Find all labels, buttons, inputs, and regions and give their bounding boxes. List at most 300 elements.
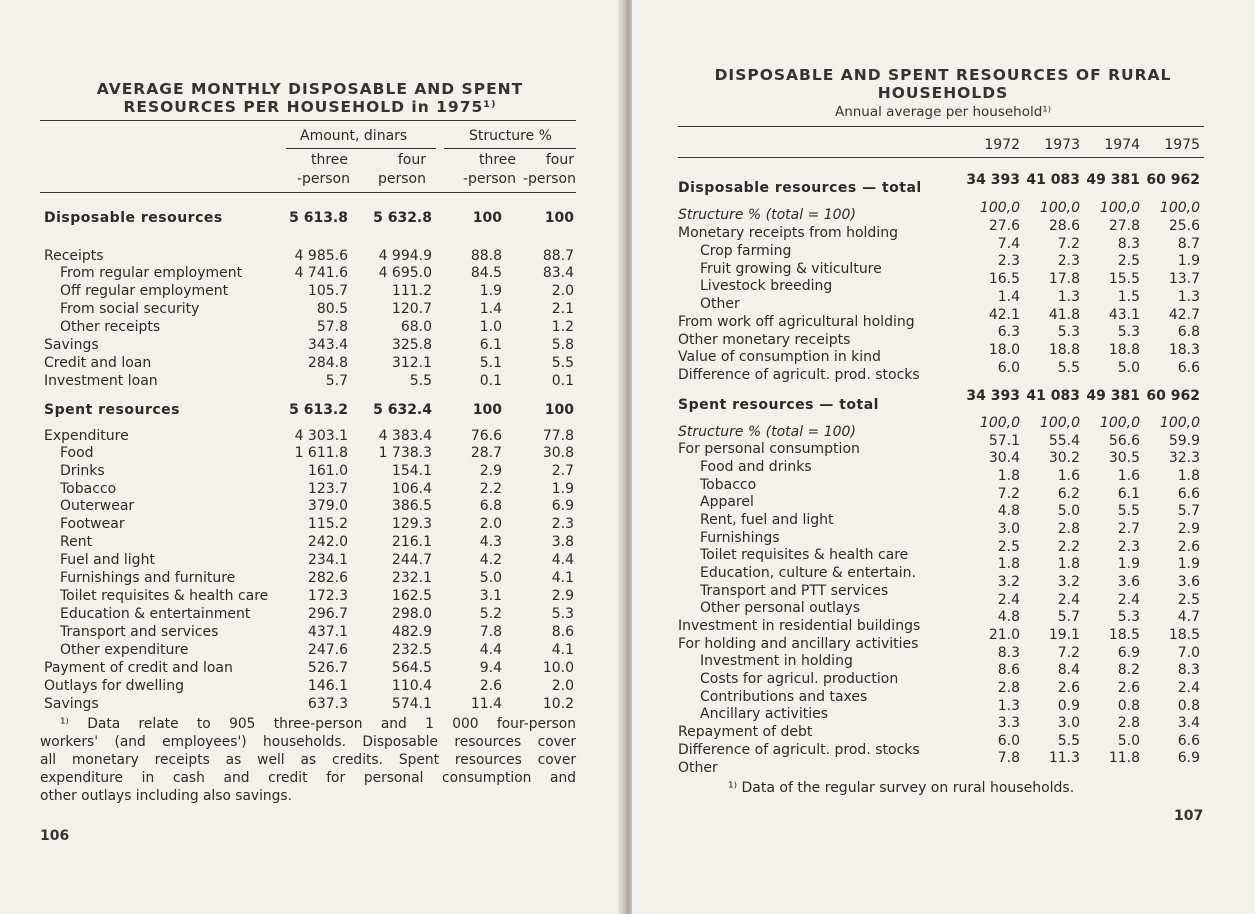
left-row-value: 5.5 [409, 373, 432, 389]
left-row-value: 129.3 [391, 516, 432, 532]
left-row-value: 120.7 [391, 301, 432, 317]
right-row-value: 6.0 [997, 733, 1020, 749]
right-row-value: 6.9 [1177, 750, 1200, 766]
left-row-value: 5.0 [479, 570, 502, 586]
right-row-value: 34 393 [966, 388, 1020, 404]
left-row-value: 4.3 [479, 534, 502, 550]
left-row-value: 68.0 [400, 319, 432, 335]
left-row-label: Food [60, 445, 94, 461]
left-row-value: 2.2 [479, 481, 502, 497]
left-row-label: Rent [60, 534, 93, 550]
right-row-value: 3.0 [1057, 715, 1080, 731]
right-row-value: 0.8 [1117, 698, 1140, 714]
right-row-value: 100,0 [979, 200, 1020, 216]
left-row-value: 2.9 [479, 463, 502, 479]
right-row-value: 17.8 [1048, 271, 1080, 287]
left-row-value: 244.7 [391, 552, 432, 568]
left-row-value: 5.5 [551, 355, 574, 371]
right-row-value: 43.1 [1108, 307, 1140, 323]
right-row-label: Other [678, 760, 718, 776]
right-row-value: 5.5 [1117, 503, 1140, 519]
left-row-label: Credit and loan [44, 355, 152, 371]
right-row-value: 2.6 [1057, 680, 1080, 696]
right-row-value: 30.2 [1048, 450, 1080, 466]
right-row-value: 57.1 [988, 433, 1020, 449]
right-row-label: Difference of agricult. prod. stocks [678, 742, 920, 758]
left-row-value: 28.7 [470, 445, 502, 461]
right-row-value: 6.3 [997, 324, 1020, 340]
right-row-label: Other [700, 296, 740, 312]
right-row-value: 100,0 [979, 415, 1020, 431]
right-row-value: 2.5 [1117, 253, 1140, 269]
col-person4-structure: -person [522, 171, 576, 187]
right-subtitle: Annual average per household¹⁾ [834, 104, 1052, 120]
left-row-label: Outerwear [60, 498, 135, 514]
right-row-value: 1.8 [1057, 556, 1080, 572]
right-page-number: 107 [1174, 808, 1204, 824]
right-row-value: 41.8 [1048, 307, 1080, 323]
left-row-value: 6.1 [479, 337, 502, 353]
right-row-value: 100,0 [1159, 415, 1200, 431]
right-row-label: Fruit growing & viticulture [700, 261, 882, 277]
left-row-label: Off regular employment [60, 283, 229, 299]
right-row-value: 0.8 [1177, 698, 1200, 714]
left-row-value: 2.1 [551, 301, 574, 317]
left-row-value: 4.2 [479, 552, 502, 568]
left-row-value: 379.0 [307, 498, 348, 514]
right-row-value: 11.8 [1108, 750, 1140, 766]
right-row-label: Spent resources — total [678, 397, 879, 413]
left-row-value: 154.1 [391, 463, 432, 479]
right-row-value: 2.3 [1117, 539, 1140, 555]
left-title-line2: RESOURCES PER HOUSEHOLD in 1975¹⁾ [123, 98, 497, 116]
col-four-amount: four [397, 152, 426, 168]
left-row-value: 5 613.2 [289, 402, 348, 418]
right-title-line1: DISPOSABLE AND SPENT RESOURCES OF RURAL [714, 66, 1172, 84]
left-row-label: Toilet requisites & health care [60, 588, 269, 604]
right-row-label: Tobacco [700, 477, 757, 493]
right-year-1974: 1974 [1104, 137, 1140, 153]
left-row-value: 146.1 [307, 678, 348, 694]
header-structure: Structure % [469, 128, 552, 144]
right-row-value: 2.6 [1117, 680, 1140, 696]
right-row-value: 2.8 [997, 680, 1020, 696]
left-row-label: Drinks [60, 463, 105, 479]
right-row-value: 2.5 [1177, 592, 1200, 608]
right-row-value: 2.4 [997, 592, 1020, 608]
right-row-label: Food and drinks [700, 459, 812, 475]
left-row-value: 282.6 [307, 570, 348, 586]
right-row-value: 1.3 [997, 698, 1020, 714]
left-row-value: 5 632.8 [373, 210, 432, 226]
right-year-1975: 1975 [1164, 137, 1200, 153]
right-row-value: 49 381 [1086, 388, 1140, 404]
right-row-value: 100,0 [1039, 200, 1080, 216]
left-row-value: 4 303.1 [294, 428, 348, 444]
right-row-value: 55.4 [1048, 433, 1080, 449]
right-row-value: 5.7 [1057, 609, 1080, 625]
right-row-value: 2.5 [997, 539, 1020, 555]
right-row-label: Furnishings [700, 530, 780, 546]
right-row-label: Monetary receipts from holding [678, 225, 898, 241]
right-row-label: Ancillary activities [700, 706, 829, 722]
right-row-value: 1.6 [1117, 468, 1140, 484]
left-row-label: Other expenditure [60, 642, 189, 658]
right-row-value: 8.4 [1057, 662, 1080, 678]
left-row-value: 325.8 [391, 337, 432, 353]
right-row-value: 18.0 [988, 342, 1020, 358]
right-row-value: 100,0 [1099, 200, 1140, 216]
right-header-rule [678, 157, 1204, 158]
left-page-number: 106 [40, 828, 70, 844]
left-header-rule [40, 192, 576, 193]
left-row-value: 437.1 [307, 624, 348, 640]
right-row-label: For personal consumption [678, 441, 860, 457]
left-row-value: 2.0 [551, 678, 574, 694]
right-row-value: 2.3 [1057, 253, 1080, 269]
right-year-1972: 1972 [984, 137, 1020, 153]
right-title-line2: HOUSEHOLDS [877, 84, 1009, 102]
left-row-value: 0.1 [479, 373, 502, 389]
left-row-value: 1 738.3 [378, 445, 432, 461]
right-row-value: 4.7 [1177, 609, 1200, 625]
left-row-value: 242.0 [307, 534, 348, 550]
left-row-value: 77.8 [542, 428, 574, 444]
header-amount: Amount, dinars [300, 128, 408, 144]
left-footnote-line: workers' (and employees') households. Disposable resources cover [40, 734, 576, 750]
right-row-label: For holding and ancillary activities [678, 636, 919, 652]
right-row-value: 18.5 [1108, 627, 1140, 643]
left-row-value: 296.7 [307, 606, 348, 622]
right-row-value: 3.2 [997, 574, 1020, 590]
left-row-value: 10.0 [542, 660, 574, 676]
left-row-value: 162.5 [391, 588, 432, 604]
right-row-value: 27.6 [988, 218, 1020, 234]
right-row-label: Repayment of debt [678, 724, 813, 740]
left-row-value: 4 383.4 [378, 428, 432, 444]
left-row-value: 4 985.6 [294, 248, 348, 264]
right-row-value: 4.8 [997, 609, 1020, 625]
col-three-amount: three [310, 152, 348, 168]
left-row-value: 312.1 [391, 355, 432, 371]
right-row-value: 2.8 [1117, 715, 1140, 731]
right-year-1973: 1973 [1044, 137, 1080, 153]
left-row-label: Spent resources [44, 402, 180, 418]
left-row-value: 172.3 [307, 588, 348, 604]
right-row-value: 2.6 [1177, 539, 1200, 555]
left-footnote-line: expenditure in cash and credit for personal consumption and [40, 770, 576, 786]
left-row-value: 1.9 [479, 283, 502, 299]
left-row-value: 0.1 [551, 373, 574, 389]
right-row-value: 6.6 [1177, 486, 1200, 502]
left-row-label: Receipts [44, 248, 104, 264]
left-row-value: 2.0 [551, 283, 574, 299]
col-four-structure: four [545, 152, 574, 168]
left-row-value: 4.1 [551, 642, 574, 658]
left-row-value: 7.8 [479, 624, 502, 640]
right-row-value: 1.9 [1177, 556, 1200, 572]
left-row-value: 6.8 [479, 498, 502, 514]
left-row-value: 8.6 [551, 624, 574, 640]
left-row-value: 88.7 [542, 248, 574, 264]
left-row-value: 110.4 [391, 678, 432, 694]
right-row-label: Livestock breeding [700, 278, 833, 294]
right-row-value: 7.8 [997, 750, 1020, 766]
right-row-value: 3.6 [1177, 574, 1200, 590]
right-row-value: 5.5 [1057, 733, 1080, 749]
left-row-value: 234.1 [307, 552, 348, 568]
right-footnote: ¹⁾ Data of the regular survey on rural households. [728, 780, 1075, 796]
right-row-value: 2.2 [1057, 539, 1080, 555]
right-row-value: 1.8 [1177, 468, 1200, 484]
left-row-value: 105.7 [307, 283, 348, 299]
left-row-value: 6.9 [551, 498, 574, 514]
right-row-value: 5.5 [1057, 360, 1080, 376]
right-row-value: 5.0 [1117, 733, 1140, 749]
right-row-value: 41 083 [1026, 388, 1080, 404]
right-row-value: 3.3 [997, 715, 1020, 731]
left-row-value: 11.4 [470, 696, 502, 712]
left-row-value: 232.5 [391, 642, 432, 658]
right-row-value: 56.6 [1108, 433, 1140, 449]
right-row-value: 2.4 [1177, 680, 1200, 696]
right-row-label: Investment in holding [700, 653, 853, 669]
left-row-value: 343.4 [307, 337, 348, 353]
left-footnote-line: ¹⁾ Data relate to 905 three-person and 1 000 four-person [60, 716, 576, 732]
right-row-value: 42.7 [1168, 307, 1200, 323]
left-row-label: Expenditure [44, 428, 129, 444]
right-row-value: 5.0 [1117, 360, 1140, 376]
right-row-label: Difference of agricult. prod. stocks [678, 367, 920, 383]
left-row-label: Savings [44, 696, 99, 712]
right-row-value: 7.0 [1177, 645, 1200, 661]
left-page [0, 0, 622, 914]
left-row-value: 5.8 [551, 337, 574, 353]
right-row-value: 6.2 [1057, 486, 1080, 502]
right-row-value: 2.4 [1057, 592, 1080, 608]
right-row-value: 32.3 [1168, 450, 1200, 466]
structure-rule [444, 148, 576, 149]
left-row-value: 5.7 [325, 373, 348, 389]
right-row-label: Other monetary receipts [678, 332, 851, 348]
left-row-value: 247.6 [307, 642, 348, 658]
right-row-value: 2.8 [1057, 521, 1080, 537]
right-row-value: 8.7 [1177, 236, 1200, 252]
right-row-value: 1.3 [1177, 289, 1200, 305]
right-row-value: 2.9 [1177, 521, 1200, 537]
right-row-value: 6.0 [997, 360, 1020, 376]
right-row-value: 41 083 [1026, 172, 1080, 188]
right-row-value: 6.9 [1117, 645, 1140, 661]
left-row-value: 2.3 [551, 516, 574, 532]
right-row-label: Investment in residential buildings [678, 618, 921, 634]
left-row-label: Footwear [60, 516, 125, 532]
right-row-value: 18.5 [1168, 627, 1200, 643]
right-row-label: Structure % (total = 100) [678, 207, 856, 223]
right-row-value: 3.2 [1057, 574, 1080, 590]
right-row-value: 1.3 [1057, 289, 1080, 305]
left-row-label: Investment loan [44, 373, 158, 389]
right-row-value: 0.9 [1057, 698, 1080, 714]
right-row-value: 30.4 [988, 450, 1020, 466]
right-row-value: 5.7 [1177, 503, 1200, 519]
left-row-value: 482.9 [391, 624, 432, 640]
right-row-value: 3.6 [1117, 574, 1140, 590]
left-row-value: 100 [544, 210, 574, 226]
right-row-value: 4.8 [997, 503, 1020, 519]
left-row-value: 4 741.6 [294, 265, 348, 281]
col-three-structure: three [478, 152, 516, 168]
left-row-label: Tobacco [60, 481, 117, 497]
right-row-value: 5.0 [1057, 503, 1080, 519]
right-row-value: 13.7 [1168, 271, 1200, 287]
right-row-value: 15.5 [1108, 271, 1140, 287]
right-row-label: Value of consumption in kind [678, 349, 881, 365]
right-row-value: 1.5 [1117, 289, 1140, 305]
right-row-value: 28.6 [1048, 218, 1080, 234]
right-row-value: 100,0 [1099, 415, 1140, 431]
right-row-value: 3.0 [997, 521, 1020, 537]
left-row-value: 76.6 [470, 428, 502, 444]
right-row-value: 8.3 [1117, 236, 1140, 252]
right-row-value: 8.3 [1177, 662, 1200, 678]
right-row-value: 21.0 [988, 627, 1020, 643]
right-page [632, 0, 1255, 914]
left-row-label: From regular employment [60, 265, 243, 281]
right-row-value: 27.8 [1108, 218, 1140, 234]
right-row-label: Crop farming [700, 243, 792, 259]
right-row-value: 30.5 [1108, 450, 1140, 466]
right-row-label: Structure % (total = 100) [678, 424, 856, 440]
right-row-value: 6.6 [1177, 733, 1200, 749]
right-row-value: 5.3 [1057, 324, 1080, 340]
right-row-value: 6.6 [1177, 360, 1200, 376]
right-row-value: 18.3 [1168, 342, 1200, 358]
left-row-value: 57.8 [316, 319, 348, 335]
left-row-value: 5 613.8 [289, 210, 348, 226]
right-row-value: 60 962 [1146, 172, 1200, 188]
left-row-value: 637.3 [307, 696, 348, 712]
left-row-value: 4.4 [551, 552, 574, 568]
left-row-value: 1.9 [551, 481, 574, 497]
left-row-value: 4.4 [479, 642, 502, 658]
left-row-label: Furnishings and furniture [60, 570, 236, 586]
right-row-value: 2.3 [997, 253, 1020, 269]
left-top-rule [40, 120, 576, 121]
right-row-value: 11.3 [1048, 750, 1080, 766]
right-row-value: 16.5 [988, 271, 1020, 287]
amount-rule [286, 148, 436, 149]
left-row-value: 574.1 [391, 696, 432, 712]
right-row-value: 100,0 [1039, 415, 1080, 431]
left-row-label: Payment of credit and loan [44, 660, 233, 676]
left-row-value: 30.8 [542, 445, 574, 461]
right-row-label: Toilet requisites & health care [700, 547, 909, 563]
left-row-value: 83.4 [542, 265, 574, 281]
left-row-value: 2.6 [479, 678, 502, 694]
right-row-value: 1.9 [1177, 253, 1200, 269]
left-row-value: 4 994.9 [378, 248, 432, 264]
right-row-value: 3.4 [1177, 715, 1200, 731]
left-row-value: 4.1 [551, 570, 574, 586]
left-row-value: 232.1 [391, 570, 432, 586]
left-row-value: 2.9 [551, 588, 574, 604]
left-row-label: Transport and services [60, 624, 219, 640]
right-row-value: 6.8 [1177, 324, 1200, 340]
left-row-value: 4 695.0 [378, 265, 432, 281]
right-row-label: Costs for agricul. production [700, 671, 899, 687]
left-row-label: Savings [44, 337, 99, 353]
right-row-label: Transport and PTT services [700, 583, 889, 599]
left-row-value: 5.1 [479, 355, 502, 371]
left-row-value: 2.0 [479, 516, 502, 532]
left-row-label: Disposable resources [44, 210, 223, 226]
left-row-value: 1 611.8 [294, 445, 348, 461]
left-row-value: 106.4 [391, 481, 432, 497]
left-row-value: 9.4 [479, 660, 502, 676]
right-row-value: 8.2 [1117, 662, 1140, 678]
right-row-label: Other personal outlays [700, 600, 861, 616]
right-row-value: 8.3 [997, 645, 1020, 661]
left-row-label: Outlays for dwelling [44, 678, 184, 694]
left-row-value: 1.0 [479, 319, 502, 335]
right-row-value: 5.3 [1117, 609, 1140, 625]
left-row-value: 3.8 [551, 534, 574, 550]
right-row-value: 19.1 [1048, 627, 1080, 643]
col-person3-amount: -person [296, 171, 350, 187]
left-row-value: 1.4 [479, 301, 502, 317]
left-row-value: 100 [472, 210, 502, 226]
right-row-value: 1.8 [997, 468, 1020, 484]
right-row-value: 2.7 [1117, 521, 1140, 537]
right-row-value: 6.1 [1117, 486, 1140, 502]
left-row-value: 298.0 [391, 606, 432, 622]
left-row-value: 115.2 [307, 516, 348, 532]
left-footnote-line: all monetary receipts as well as credits. Spent resources cover [40, 752, 576, 768]
left-row-value: 284.8 [307, 355, 348, 371]
right-row-value: 25.6 [1168, 218, 1200, 234]
left-row-value: 3.1 [479, 588, 502, 604]
left-row-value: 84.5 [470, 265, 502, 281]
right-row-label: Rent, fuel and light [700, 512, 834, 528]
right-row-value: 1.4 [997, 289, 1020, 305]
right-row-label: Contributions and taxes [700, 689, 868, 705]
left-row-value: 5 632.4 [373, 402, 432, 418]
right-row-value: 100,0 [1159, 200, 1200, 216]
left-row-value: 5.2 [479, 606, 502, 622]
left-row-value: 80.5 [316, 301, 348, 317]
right-row-value: 7.2 [1057, 645, 1080, 661]
left-row-label: Fuel and light [60, 552, 155, 568]
right-row-value: 7.2 [997, 486, 1020, 502]
right-row-value: 18.8 [1048, 342, 1080, 358]
left-footnote-line: other outlays including also savings. [40, 788, 293, 804]
right-row-value: 34 393 [966, 172, 1020, 188]
right-top-rule [678, 126, 1204, 127]
col-person3-structure: -person [462, 171, 516, 187]
right-row-value: 1.6 [1057, 468, 1080, 484]
col-person4-amount: person [378, 171, 426, 187]
left-row-value: 564.5 [391, 660, 432, 676]
left-row-value: 100 [472, 402, 502, 418]
left-row-value: 216.1 [391, 534, 432, 550]
left-row-label: Other receipts [60, 319, 161, 335]
right-row-value: 18.8 [1108, 342, 1140, 358]
right-row-value: 5.3 [1117, 324, 1140, 340]
left-row-label: Education & entertainment [60, 606, 251, 622]
right-row-label: From work off agricultural holding [678, 314, 915, 330]
left-row-label: From social security [60, 301, 200, 317]
